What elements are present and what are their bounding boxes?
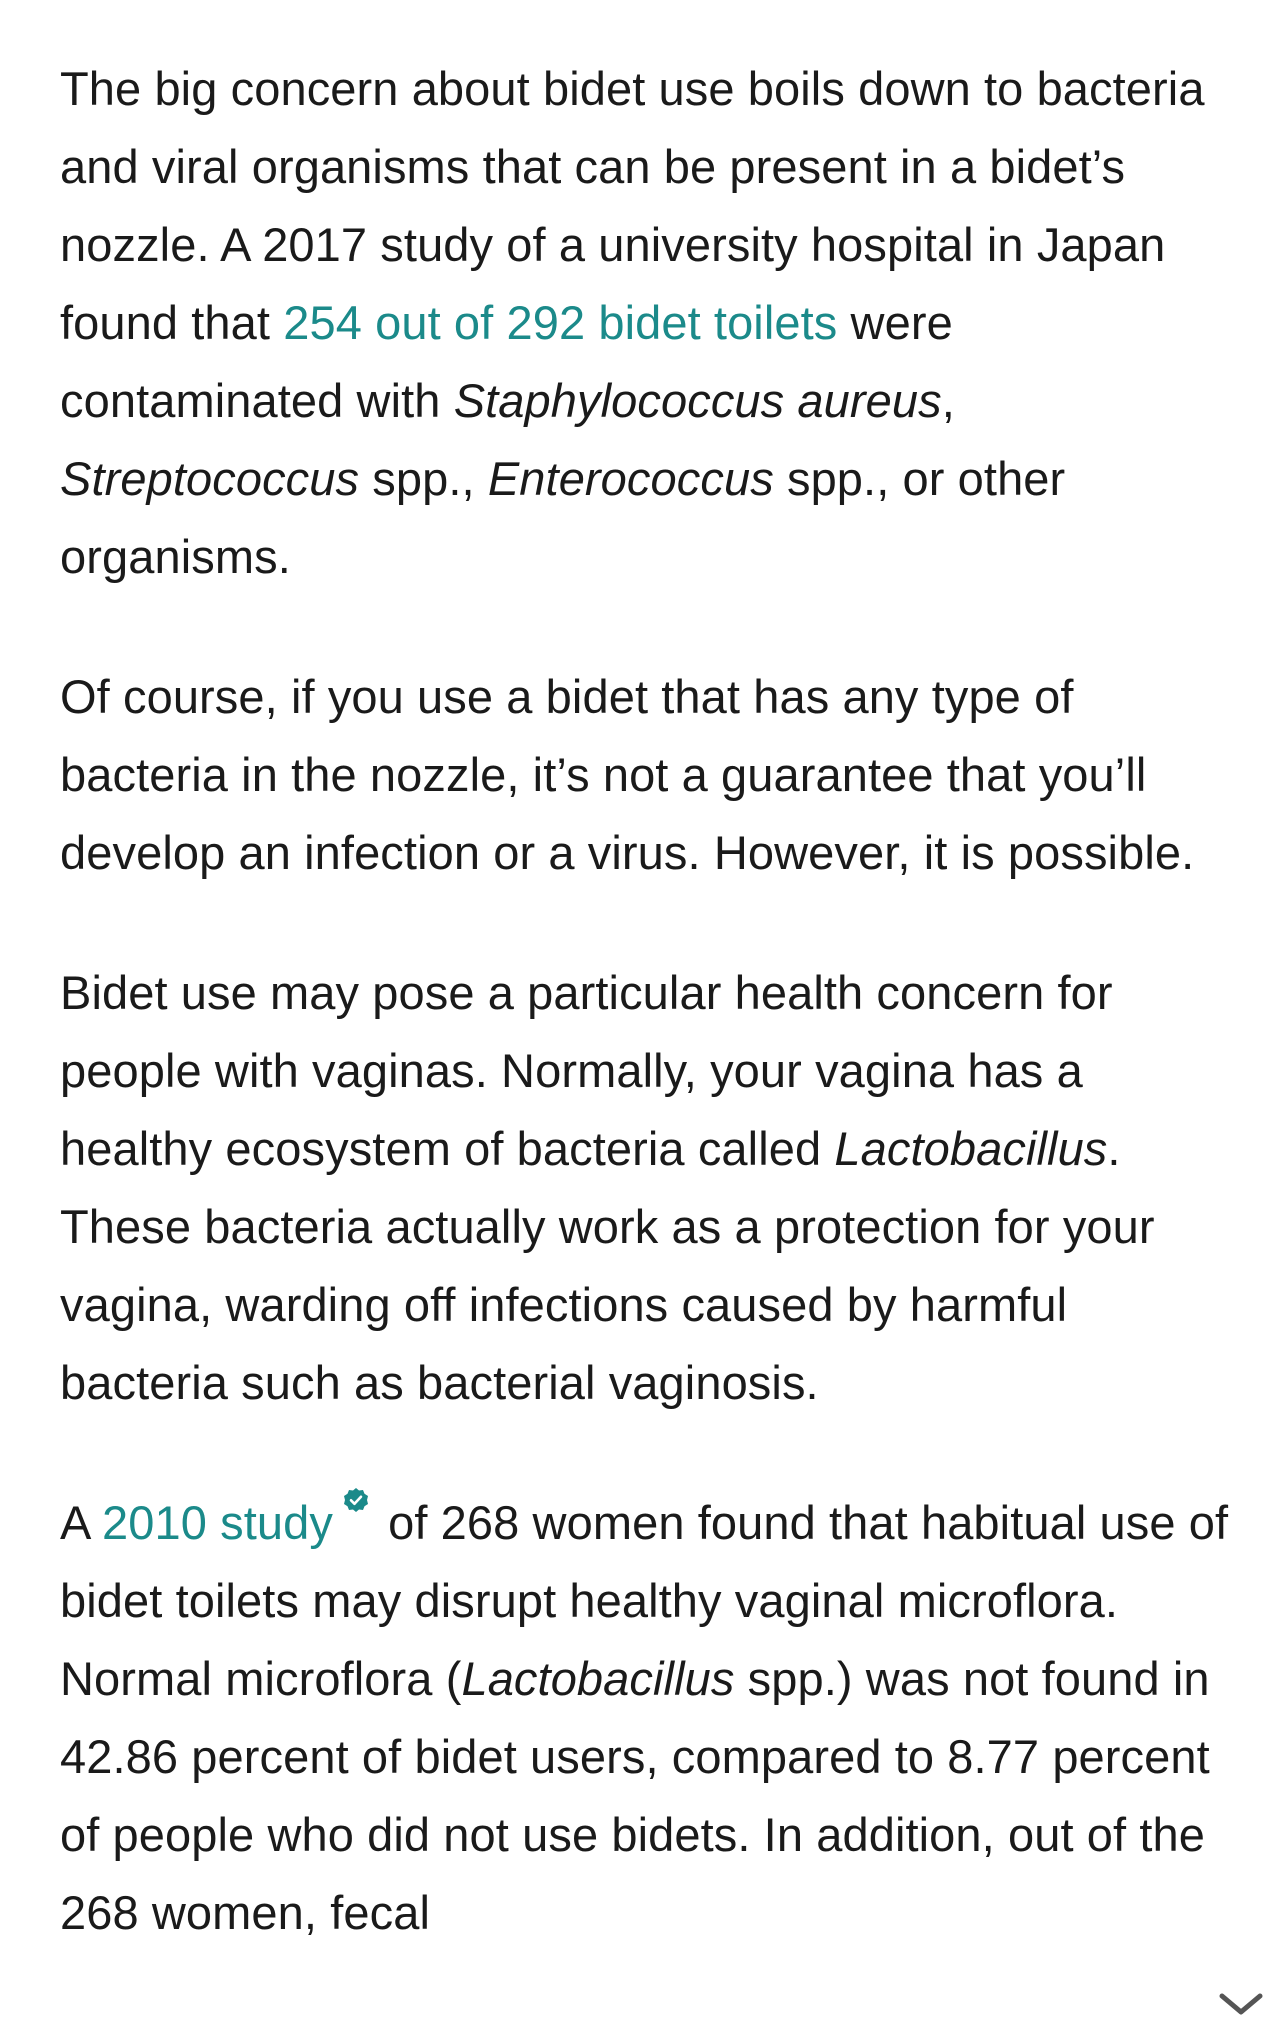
study-link-bidet-toilets[interactable]: 254 out of 292 bidet toilets: [283, 296, 838, 349]
article-body: [60, 50, 1230, 2014]
p1-text-1: The big concern about bidet use boils down to bacteria and viral organisms that can be present in a bidet’s nozzle. A 2017 study of a university hospital in Japan found that: [60, 62, 1205, 349]
paragraph-vaginal-health: [60, 954, 1230, 1422]
p1-text-5: spp., or other organisms.: [60, 452, 1066, 583]
paragraph-infection-risk: [60, 658, 1230, 892]
chevron-down-icon[interactable]: [1216, 1990, 1266, 2030]
p4-text-1: A: [60, 1496, 103, 1549]
p1-italic-streptococcus: Streptococcus: [60, 452, 360, 505]
p1-text-4: spp.,: [359, 452, 488, 505]
p1-italic-staphylococcus: Staphylococcus aureus: [453, 374, 942, 427]
p1-text-3: ,: [941, 374, 955, 427]
paragraph-2010-study: [60, 1484, 1230, 1952]
p1-italic-enterococcus: Enterococcus: [487, 452, 774, 505]
study-link-2010[interactable]: 2010 study: [102, 1496, 333, 1549]
paragraph-bacteria-concern: [60, 50, 1230, 596]
p2-text: Of course, if you use a bidet that has any type of bacteria in the nozzle, it’s not a guarantee that you’ll develop an infection or a virus. However, it is possible.: [60, 670, 1195, 879]
p4-text-3: spp.) was not found in 42.86 percent of bidet users, compared to 8.77 percent of people who did not use bidets. In addition, out of the 268 women, fecal: [60, 1652, 1210, 1939]
p3-text-1: Bidet use may pose a particular health concern for people with vaginas. Normally, your vagina has a healthy ecosystem of bacteria called: [60, 966, 1113, 1175]
p3-text-2: . These bacteria actually work as a protection for your vagina, warding off infections caused by harmful bacteria such as bacterial vaginosis.: [60, 1122, 1155, 1409]
p1-text-2: were contaminated with: [60, 296, 953, 427]
p4-text-2: of 268 women found that habitual use of bidet toilets may disrupt healthy vaginal microflora. Normal microflora (: [60, 1496, 1229, 1705]
p3-italic-lactobacillus: Lactobacillus: [834, 1122, 1108, 1175]
p4-italic-lactobacillus: Lactobacillus: [461, 1652, 735, 1705]
verified-check-icon: [343, 1458, 369, 1484]
